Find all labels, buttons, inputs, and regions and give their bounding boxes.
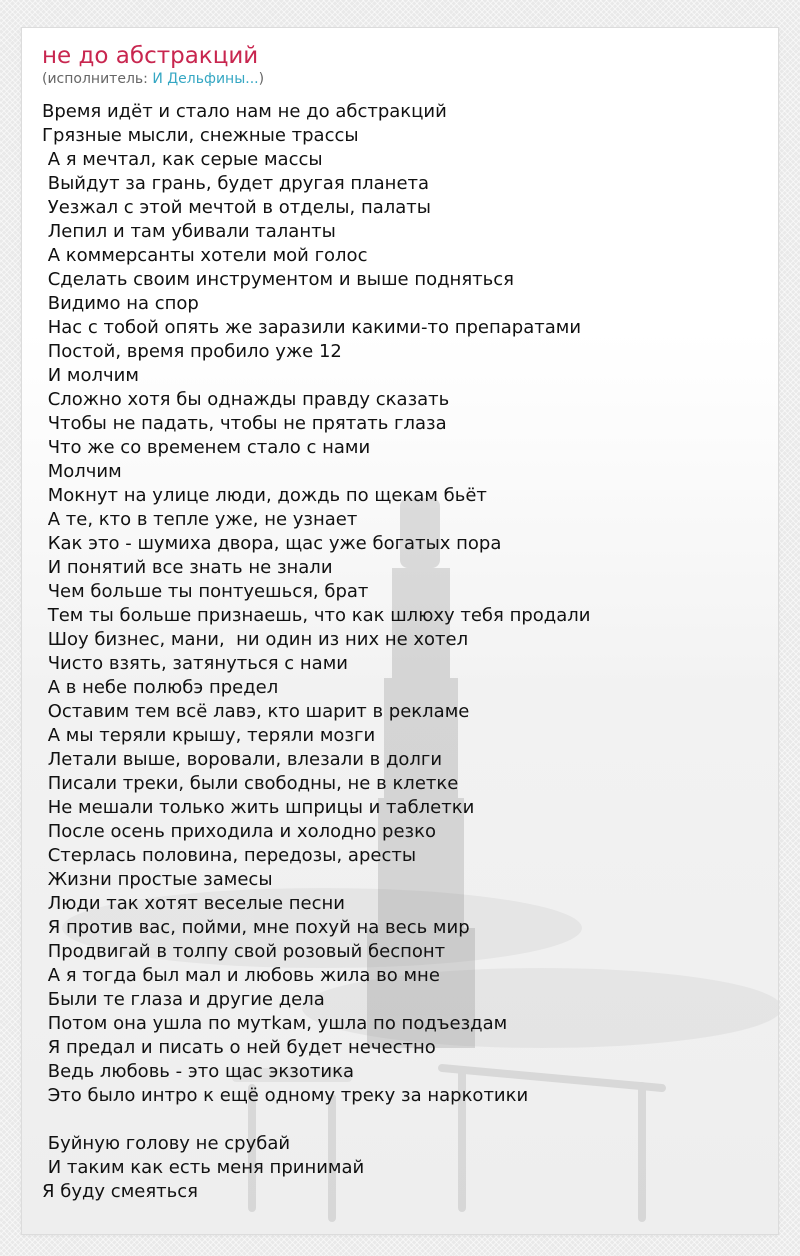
lyric-line: Шоу бизнес, мани, ни один из них не хотел <box>42 629 469 650</box>
lyric-line: А в небе полюбэ предел <box>42 677 279 698</box>
lyrics-body <box>42 100 762 1204</box>
lyric-line: Видимо на спор <box>42 293 199 314</box>
lyric-line: Нас с тобой опять же заразили какими-то препаратами <box>42 317 582 338</box>
lyric-line: И молчим <box>42 365 139 386</box>
lyric-line: А мы теряли крышу, теряли мозги <box>42 725 376 746</box>
lyric-line: И таким как есть меня принимай <box>42 1157 365 1178</box>
lyric-line: Буйную голову не срубай <box>42 1133 291 1154</box>
lyric-line: Не мешали только жить шприцы и таблетки <box>42 797 475 818</box>
lyric-line: После осень приходила и холодно резко <box>42 821 437 842</box>
lyric-line: Я против вас, пойми, мне похуй на весь мир <box>42 917 470 938</box>
lyric-line: А я тогда был мал и любовь жила во мне <box>42 965 440 986</box>
lyric-line: Ведь любовь - это щас экзотика <box>42 1061 354 1082</box>
lyric-line: Стерлась половина, передозы, аресты <box>42 845 417 866</box>
lyric-line: А коммерсанты хотели мой голос <box>42 245 368 266</box>
lyric-line: А те, кто в тепле уже, не узнает <box>42 509 358 530</box>
song-content <box>22 28 778 1234</box>
lyric-line: Оставим тем всё лавэ, кто шарит в рекламе <box>42 701 470 722</box>
performer-line <box>42 70 264 88</box>
lyric-line: Жизни простые замесы <box>42 869 273 890</box>
lyric-line: Выйдут за грань, будет другая планета <box>42 173 430 194</box>
lyric-line: Были те глаза и другие дела <box>42 989 325 1010</box>
song-title: не до абстракций <box>42 43 259 69</box>
lyric-line: Мокнут на улице люди, дождь по щекам бьёт <box>42 485 487 506</box>
lyric-line: Я буду смеяться <box>42 1181 198 1202</box>
lyric-line: Молчим <box>42 461 122 482</box>
lyric-line: Как это - шумиха двора, щас уже богатых пора <box>42 533 502 554</box>
lyric-line: Сложно хотя бы однажды правду сказать <box>42 389 450 410</box>
lyric-line: Люди так хотят веселые песни <box>42 893 345 914</box>
lyric-line: Я предал и писать о ней будет нечестно <box>42 1037 436 1058</box>
lyrics-card <box>22 28 778 1234</box>
lyric-line: Это было интро к ещё одному треку за наркотики <box>42 1085 529 1106</box>
lyric-line: А я мечтал, как серые массы <box>42 149 323 170</box>
performer-prefix: (исполнитель: <box>42 71 153 87</box>
lyric-line: Время идёт и стало нам не до абстракций <box>42 101 447 122</box>
performer-link[interactable]: И Дельфины... <box>152 71 259 87</box>
lyric-line: Лепил и там убивали таланты <box>42 221 336 242</box>
lyric-line: Постой, время пробило уже 12 <box>42 341 342 362</box>
lyric-line: Сделать своим инструментом и выше подняться <box>42 269 514 290</box>
lyric-line: Летали выше, воровали, влезали в долги <box>42 749 443 770</box>
lyric-line: Чем больше ты понтуешься, брат <box>42 581 369 602</box>
lyric-line: Уезжал с этой мечтой в отделы, палаты <box>42 197 431 218</box>
lyric-line: Что же со временем стало с нами <box>42 437 371 458</box>
lyric-line: Писали треки, были свободны, не в клетке <box>42 773 459 794</box>
lyric-line: Грязные мысли, снежные трассы <box>42 125 359 146</box>
lyric-line: Тем ты больше признаешь, что как шлюху тебя продали <box>42 605 591 626</box>
lyric-line: Чтобы не падать, чтобы не прятать глаза <box>42 413 447 434</box>
lyric-line <box>42 1108 762 1132</box>
lyric-line: И понятий все знать не знали <box>42 557 333 578</box>
lyric-line: Чисто взять, затянуться с нами <box>42 653 348 674</box>
lyric-line: Потом она ушла по мутkам, ушла по подъездам <box>42 1013 508 1034</box>
performer-suffix: ) <box>258 71 265 87</box>
lyric-line: Продвигай в толпу свой розовый беспонт <box>42 941 446 962</box>
